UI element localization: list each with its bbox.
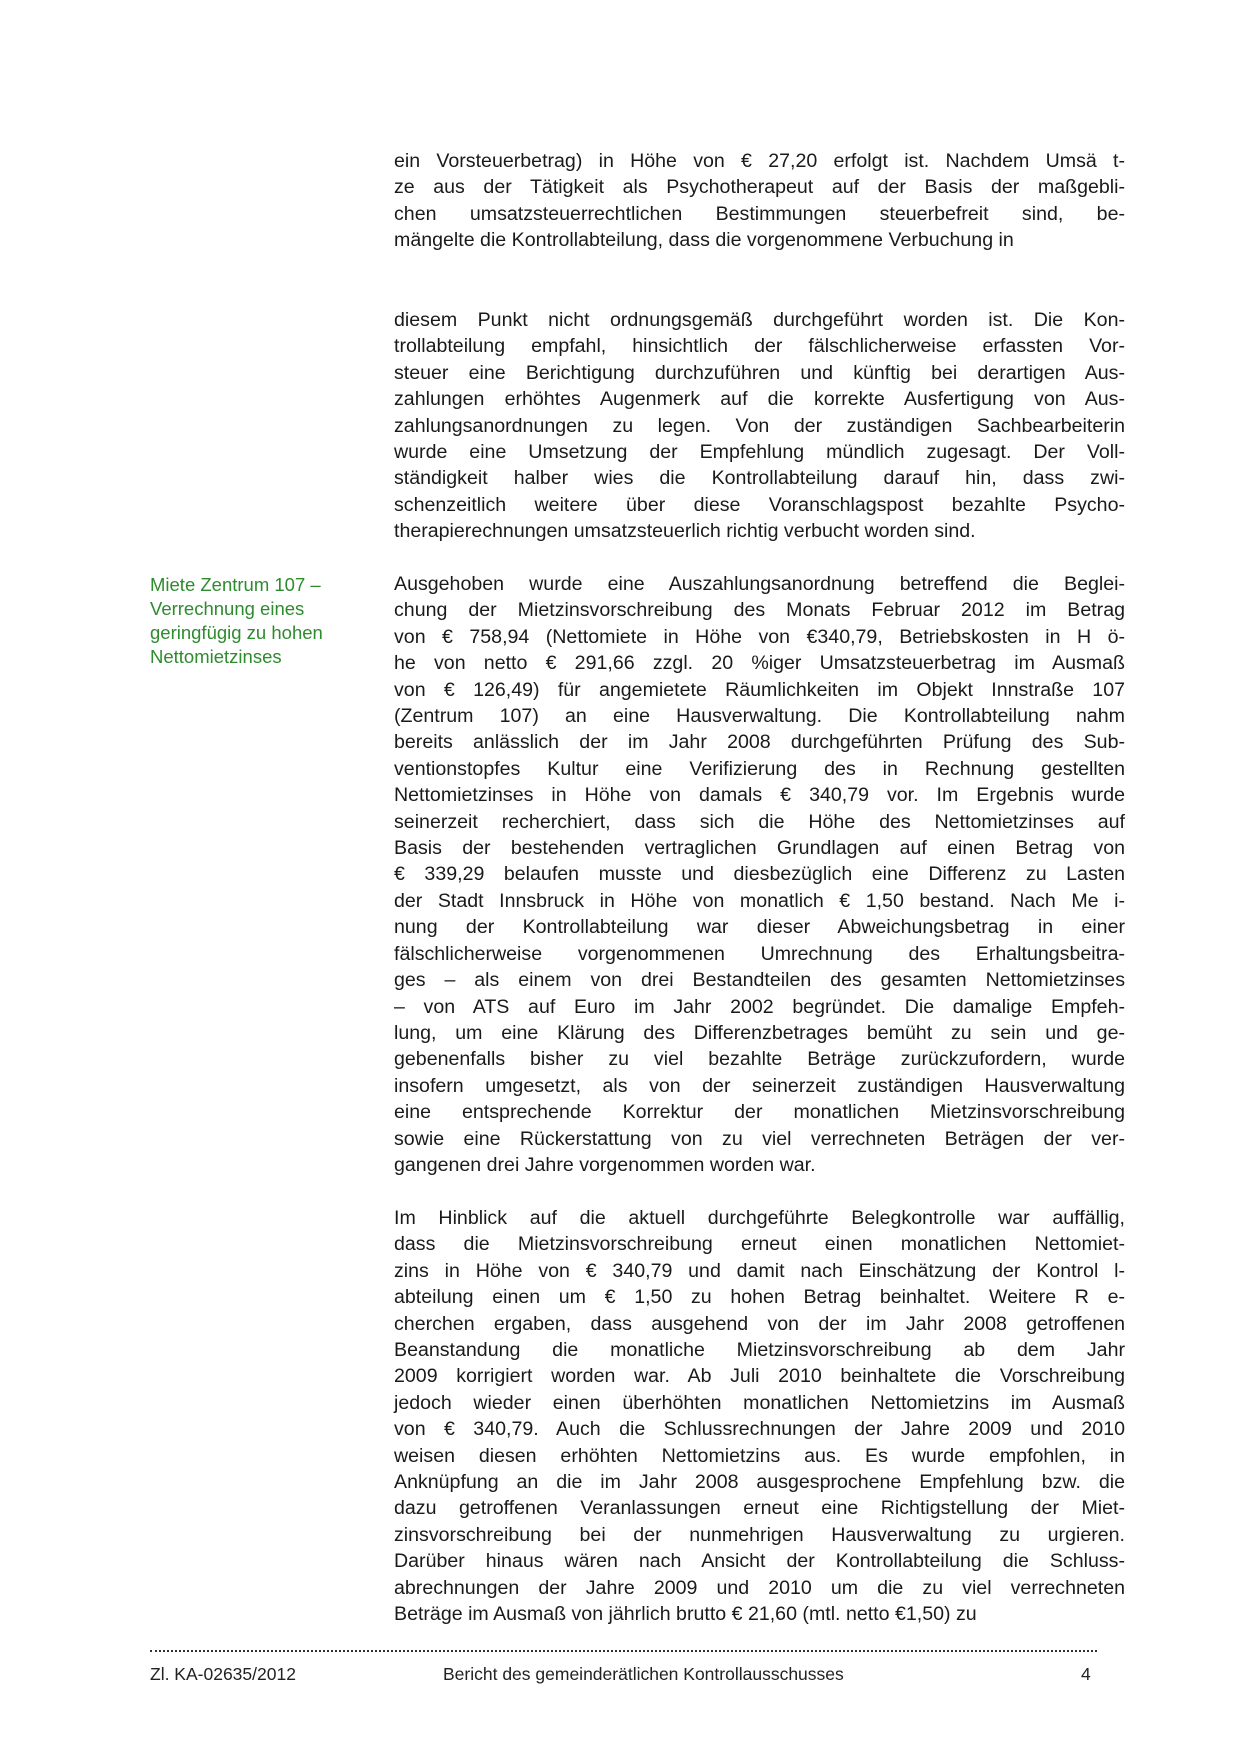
text-line: Beanstandung die monatliche Mietzinsvorschreibung ab dem Jahr xyxy=(394,1339,1125,1362)
paragraph-2 xyxy=(394,307,1125,545)
margin-note xyxy=(150,573,360,669)
text-line: therapierechnungen umsatzsteuerlich richtig verbucht worden sind. xyxy=(394,520,976,543)
text-line: ein Vorsteuerbetrag) in Höhe von € 27,20 erfolgt ist. Nachdem Umsä t- xyxy=(394,150,1125,172)
page-number: 4 xyxy=(1081,1664,1091,1684)
text-line: chung der Mietzinsvorschreibung des Monats Februar 2012 im Betrag xyxy=(394,599,1125,622)
text-line: bereits anlässlich der im Jahr 2008 durchgeführten Prüfung des Sub- xyxy=(394,731,1125,754)
text-line: Ausgehoben wurde eine Auszahlungsanordnung betreffend die Beglei- xyxy=(394,573,1125,595)
text-line: gebenenfalls bisher zu viel bezahlte Beträge zurückzufordern, wurde xyxy=(394,1048,1125,1071)
text-line: ständigkeit halber wies die Kontrollabteilung darauf hin, dass zwi- xyxy=(394,467,1125,490)
text-line: (Zentrum 107) an eine Hausverwaltung. Die Kontrollabteilung nahm xyxy=(394,705,1125,728)
text-line: trollabteilung empfahl, hinsichtlich der fälschlicherweise erfassten Vor- xyxy=(394,335,1125,358)
text-line: gangenen drei Jahre vorgenommen worden war. xyxy=(394,1153,816,1176)
text-line: Nettomietzinses in Höhe von damals € 340,79 vor. Im Ergebnis wurde xyxy=(394,784,1125,807)
footer-reference: Zl. KA-02635/2012 xyxy=(150,1664,296,1684)
text-line: dass die Mietzinsvorschreibung erneut einen monatlichen Nettomiet- xyxy=(394,1233,1125,1256)
margin-note-line: Miete Zentrum 107 – xyxy=(150,574,321,595)
text-line: Darüber hinaus wären nach Ansicht der Kontrollabteilung die Schluss- xyxy=(394,1550,1125,1573)
text-line: seinerzeit recherchiert, dass sich die Höhe des Nettomietzinses auf xyxy=(394,810,1125,833)
text-line: Anknüpfung an die im Jahr 2008 ausgesprochene Empfehlung bzw. die xyxy=(394,1471,1125,1494)
text-line: € 339,29 belaufen musste und diesbezüglich eine Differenz zu Lasten xyxy=(394,863,1125,886)
text-line: zahlungen erhöhtes Augenmerk auf die korrekte Ausfertigung von Aus- xyxy=(394,388,1125,411)
text-line: der Stadt Innsbruck in Höhe von monatlich € 1,50 bestand. Nach Me i- xyxy=(394,889,1125,912)
paragraph-4 xyxy=(394,1205,1125,1628)
text-line: eine entsprechende Korrektur der monatlichen Mietzinsvorschreibung xyxy=(394,1101,1125,1124)
text-line: ventionstopfes Kultur eine Verifizierung des in Rechnung gestellten xyxy=(394,757,1125,780)
text-line: dazu getroffenen Veranlassungen erneut eine Richtigstellung der Miet- xyxy=(394,1497,1125,1520)
text-line: jedoch wieder einen überhöhten monatlichen Nettomietzins im Ausmaß xyxy=(394,1391,1125,1414)
text-line: – von ATS auf Euro im Jahr 2002 begründet. Die damalige Empfeh- xyxy=(394,995,1125,1018)
margin-note-line: geringfügig zu hohen xyxy=(150,622,323,643)
footer-title: Bericht des gemeinderätlichen Kontrollausschusses xyxy=(443,1664,844,1684)
text-line: ze aus der Tätigkeit als Psychotherapeut auf der Basis der maßgebli- xyxy=(394,176,1125,199)
text-line: weisen diesen erhöhten Nettomietzins aus. Es wurde empfohlen, in xyxy=(394,1444,1125,1467)
text-line: fälschlicherweise vorgenommenen Umrechnung des Erhaltungsbeitra- xyxy=(394,942,1125,965)
text-line: steuer eine Berichtigung durchzuführen und künftig bei derartigen Aus- xyxy=(394,361,1125,384)
text-line: sowie eine Rückerstattung von zu viel verrechneten Beträgen der ver- xyxy=(394,1127,1125,1150)
text-line: insofern umgesetzt, als von der seinerzeit zuständigen Hausverwaltung xyxy=(394,1074,1125,1097)
paragraph-3 xyxy=(394,571,1125,1178)
text-line: abrechnungen der Jahre 2009 und 2010 um die zu viel verrechneten xyxy=(394,1576,1125,1599)
text-line: zins in Höhe von € 340,79 und damit nach Einschätzung der Kontrol l- xyxy=(394,1259,1125,1282)
text-line: ges – als einem von drei Bestandteilen des gesamten Nettomietzinses xyxy=(394,969,1125,992)
margin-note-line: Nettomietzinses xyxy=(150,646,282,667)
text-line: von € 126,49) für angemietete Räumlichkeiten im Objekt Innstraße 107 xyxy=(394,678,1125,701)
text-line: zinsvorschreibung bei der nunmehrigen Hausverwaltung zu urgieren. xyxy=(394,1523,1125,1546)
text-line: Im Hinblick auf die aktuell durchgeführte Belegkontrolle war auffällig, xyxy=(394,1207,1125,1229)
text-line: Beträge im Ausmaß von jährlich brutto € 21,60 (mtl. netto €1,50) zu xyxy=(394,1603,977,1626)
text-line: wurde eine Umsetzung der Empfehlung mündlich zugesagt. Der Voll- xyxy=(394,441,1125,464)
text-line: chen umsatzsteuerrechtlichen Bestimmungen steuerbefreit sind, be- xyxy=(394,202,1125,225)
text-line: diesem Punkt nicht ordnungsgemäß durchgeführt worden ist. Die Kon- xyxy=(394,309,1125,331)
footer-divider xyxy=(150,1646,1097,1652)
text-line: he von netto € 291,66 zzgl. 20 %iger Umsatzsteuerbetrag im Ausmaß xyxy=(394,652,1125,675)
text-line: von € 340,79. Auch die Schlussrechnungen der Jahre 2009 und 2010 xyxy=(394,1418,1125,1441)
text-line: 2009 korrigiert worden war. Ab Juli 2010 beinhaltete die Vorschreibung xyxy=(394,1365,1125,1388)
paragraph-1 xyxy=(394,148,1125,254)
text-line: Basis der bestehenden vertraglichen Grundlagen auf einen Betrag von xyxy=(394,837,1125,860)
text-line: cherchen ergaben, dass ausgehend von der im Jahr 2008 getroffenen xyxy=(394,1312,1125,1335)
text-line: mängelte die Kontrollabteilung, dass die vorgenommene Verbuchung in xyxy=(394,229,1014,252)
margin-note-line: Verrechnung eines xyxy=(150,598,305,619)
text-line: abteilung einen um € 1,50 zu hohen Betrag beinhaltet. Weitere R e- xyxy=(394,1286,1125,1309)
text-line: zahlungsanordnungen zu legen. Von der zuständigen Sachbearbeiterin xyxy=(394,414,1125,437)
text-line: lung, um eine Klärung des Differenzbetrages bemüht zu sein und ge- xyxy=(394,1021,1125,1044)
text-line: nung der Kontrollabteilung war dieser Abweichungsbetrag in einer xyxy=(394,916,1125,939)
text-line: schenzeitlich weitere über diese Voranschlagspost bezahlte Psycho- xyxy=(394,493,1125,516)
text-line: von € 758,94 (Nettomiete in Höhe von €340,79, Betriebskosten in H ö- xyxy=(394,625,1125,648)
